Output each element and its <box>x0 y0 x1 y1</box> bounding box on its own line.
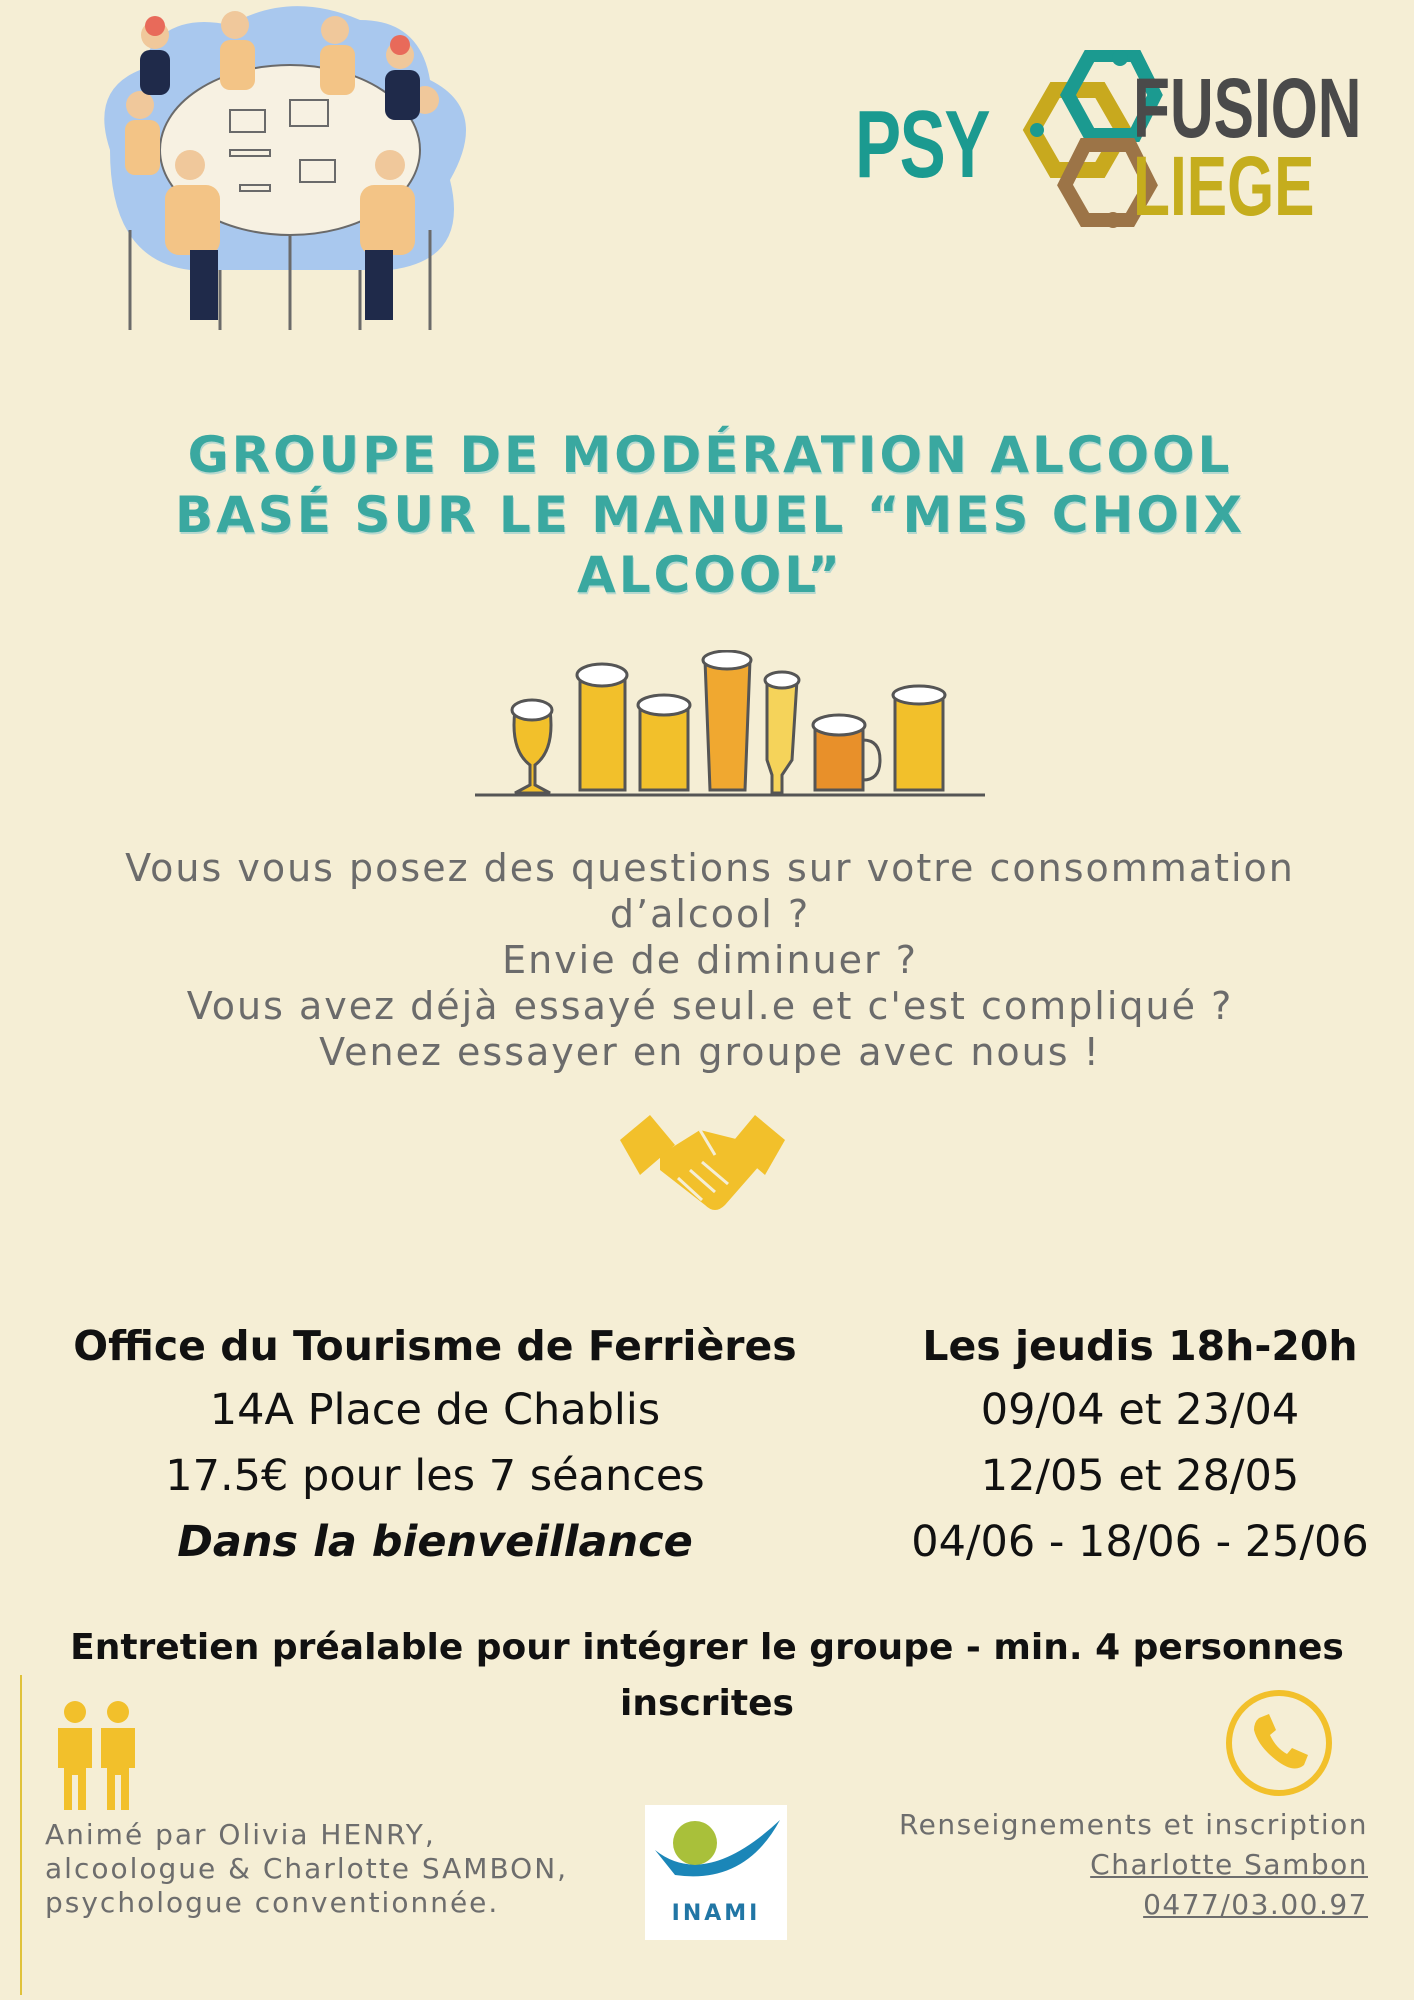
beer-glasses-illustration <box>470 650 990 800</box>
venue-name: Office du Tourisme de Ferrières <box>73 1322 797 1370</box>
venue-info <box>40 1315 830 1575</box>
group-meeting-illustration <box>70 0 510 335</box>
schedule-dates-3: 04/06 - 18/06 - 25/06 <box>911 1517 1369 1567</box>
title-line-3: ALCOOL” <box>577 546 843 604</box>
logo-text-psy: PSY <box>855 91 989 198</box>
page-title <box>90 425 1330 605</box>
question-line-3: Envie de diminuer ? <box>502 938 918 982</box>
entretien-line-2: inscrites <box>620 1683 794 1724</box>
contact-phone-link[interactable]: 0477/03.00.97 <box>1143 1888 1368 1921</box>
psy-fusion-liege-logo <box>855 50 1362 233</box>
entretien-notice <box>40 1620 1374 1732</box>
title-line-1: GROUPE DE MODÉRATION ALCOOL <box>187 426 1233 484</box>
contact-name-link[interactable]: Charlotte Sambon <box>1090 1848 1368 1881</box>
inami-label: INAMI <box>671 1901 761 1926</box>
divider-line <box>20 1675 22 1995</box>
inami-logo <box>645 1805 787 1940</box>
venue-address: 14A Place de Chablis <box>209 1385 661 1435</box>
schedule-dates-2: 12/05 et 28/05 <box>980 1451 1300 1501</box>
contact-label: Renseignements et inscription <box>898 1808 1368 1841</box>
question-line-4: Vous avez déjà essayé seul.e et c'est compliqué ? <box>186 984 1234 1028</box>
title-line-2: BASÉ SUR LE MANUEL “MES CHOIX <box>174 486 1246 544</box>
animators-line-1: Animé par Olivia HENRY, <box>45 1818 436 1851</box>
question-line-5: Venez essayer en groupe avec nous ! <box>319 1030 1101 1074</box>
question-line-2: d’alcool ? <box>609 892 811 936</box>
logo-text-liege: LIEGE <box>1133 139 1315 233</box>
animators-line-3: psychologue conventionnée. <box>45 1886 500 1919</box>
venue-motto: Dans la bienveillance <box>177 1517 693 1567</box>
animators-line-2: alcoologue & Charlotte SAMBON, <box>45 1852 569 1885</box>
entretien-line-1: Entretien préalable pour intégrer le groupe - min. 4 personnes <box>70 1627 1344 1668</box>
venue-price: 17.5€ pour les 7 séances <box>165 1451 705 1501</box>
schedule-heading: Les jeudis 18h-20h <box>922 1322 1358 1370</box>
question-line-1: Vous vous posez des questions sur votre consommation <box>125 846 1295 890</box>
schedule-dates-1: 09/04 et 23/04 <box>980 1385 1300 1435</box>
people-icon <box>50 1700 145 1810</box>
phone-icon <box>1224 1688 1334 1798</box>
schedule-info <box>880 1315 1400 1575</box>
contact-info <box>840 1805 1368 1925</box>
intro-questions <box>60 845 1360 1075</box>
inami-emblem-icon <box>645 1805 787 1900</box>
handshake-icon <box>620 1110 785 1215</box>
animators-info <box>45 1818 645 1920</box>
logo-text-fusion: FUSION <box>1133 61 1362 155</box>
